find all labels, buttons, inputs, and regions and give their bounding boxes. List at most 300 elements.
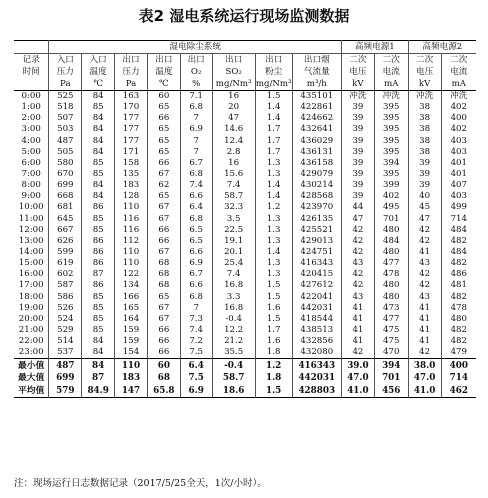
- row-time: 10:00: [18, 202, 44, 213]
- table-cell: 402: [374, 191, 408, 202]
- column-header: 出口: [212, 54, 255, 67]
- table-cell: 44: [341, 202, 374, 213]
- table-cell: 6.6: [180, 191, 212, 202]
- table-cell: 7.4: [212, 180, 255, 191]
- table-cell: 418544: [292, 314, 341, 325]
- summary-cell: 701: [374, 372, 408, 385]
- table-cell: 116: [115, 225, 148, 236]
- table-cell: 525: [49, 91, 82, 103]
- table-cell: 1.7: [255, 325, 292, 336]
- row-time: 14:00: [18, 247, 44, 258]
- table-cell: 85: [82, 325, 115, 336]
- table-cell: 39: [341, 113, 374, 124]
- table-cell: 395: [374, 147, 408, 158]
- table-cell: 470: [374, 347, 408, 359]
- table-cell: 12.2: [212, 325, 255, 336]
- row-time: 23:00: [18, 347, 44, 358]
- summary-cell: 41.0: [341, 385, 374, 398]
- column-header: 温度: [82, 66, 115, 78]
- table-cell: 39: [341, 147, 374, 158]
- table-cell: 626: [49, 236, 82, 247]
- table-cell: 43: [408, 258, 441, 269]
- table-row: [14, 325, 476, 336]
- table-cell: 66: [147, 236, 180, 247]
- row-time: 8:00: [21, 180, 41, 191]
- table-cell: 6.7: [180, 158, 212, 169]
- table-cell: 1.3: [255, 214, 292, 225]
- column-unit: kV: [341, 78, 374, 91]
- table-cell: 3.3: [212, 292, 255, 303]
- table-cell: 518: [49, 102, 82, 113]
- table-cell: 1.4: [255, 113, 292, 124]
- table-cell: 85: [82, 314, 115, 325]
- table-cell: 430214: [292, 180, 341, 191]
- table-cell: 436131: [292, 147, 341, 158]
- table-cell: 85: [82, 225, 115, 236]
- table-cell: 1.3: [255, 158, 292, 169]
- table-cell: 38: [408, 113, 441, 124]
- table-cell: 84: [82, 191, 115, 202]
- table-cell: 25.4: [212, 258, 255, 269]
- table-cell: 110: [115, 258, 148, 269]
- row-time: 11:00: [18, 213, 44, 224]
- table-cell: 84: [82, 91, 115, 103]
- table-cell: 475: [374, 325, 408, 336]
- table-cell: 670: [49, 169, 82, 180]
- table-cell: 84: [82, 136, 115, 147]
- table-cell: 7.3: [180, 314, 212, 325]
- table-cell: 39: [341, 158, 374, 169]
- table-cell: 6.9: [180, 258, 212, 269]
- column-unit: kV: [408, 78, 441, 91]
- table-cell: 85: [82, 102, 115, 113]
- table-cell: 495: [374, 202, 408, 213]
- table-cell: 67: [147, 314, 180, 325]
- summary-row: [14, 372, 476, 385]
- table-cell: 503: [49, 124, 82, 135]
- summary-cell: 442031: [292, 372, 341, 385]
- table-cell: 22.5: [212, 225, 255, 236]
- table-cell: 85: [82, 292, 115, 303]
- table-cell: 84: [82, 124, 115, 135]
- table-cell: 424751: [292, 247, 341, 258]
- table-cell: 526: [49, 303, 82, 314]
- table-cell: 39: [408, 169, 441, 180]
- column-header: 温度: [147, 66, 180, 78]
- table-cell: 39: [408, 158, 441, 169]
- table-cell: 422861: [292, 102, 341, 113]
- table-cell: 84: [82, 147, 115, 158]
- column-unit: mg/Nm³: [255, 79, 292, 89]
- table-cell: 35.5: [212, 347, 255, 359]
- table-row: [14, 102, 476, 113]
- table-cell: 482: [441, 336, 476, 347]
- summary-cell: 60: [147, 359, 180, 372]
- table-cell: 42: [408, 280, 441, 291]
- table-cell: 427612: [292, 280, 341, 291]
- summary-cell: 1.5: [255, 385, 292, 398]
- summary-cell: 110: [115, 359, 148, 372]
- table-cell: 482: [441, 325, 476, 336]
- table-cell: 128: [115, 191, 148, 202]
- table-cell: 401: [441, 169, 476, 180]
- table-cell: 87: [82, 269, 115, 280]
- table-cell: 154: [115, 347, 148, 359]
- table-cell: 16: [212, 91, 255, 103]
- table-cell: 529: [49, 325, 82, 336]
- table-cell: 42: [341, 225, 374, 236]
- table-cell: 473: [374, 303, 408, 314]
- column-header: 时间: [22, 67, 40, 77]
- column-unit: Pa: [115, 78, 148, 91]
- table-cell: 480: [374, 280, 408, 291]
- table-cell: 183: [115, 180, 148, 191]
- table-cell: 39: [341, 136, 374, 147]
- table-cell: 401: [441, 158, 476, 169]
- table-cell: 482: [441, 258, 476, 269]
- table-cell: 84: [82, 336, 115, 347]
- table-cell: 7: [180, 147, 212, 158]
- table-cell: 395: [374, 136, 408, 147]
- table-cell: 6.8: [180, 102, 212, 113]
- table-cell: 1.4: [255, 247, 292, 258]
- table-cell: 47: [212, 113, 255, 124]
- row-time: 4:00: [21, 135, 41, 146]
- table-cell: 714: [441, 214, 476, 225]
- table-row: [14, 336, 476, 347]
- table-cell: 116: [115, 214, 148, 225]
- table-cell: 432856: [292, 336, 341, 347]
- table-cell: 1.4: [255, 191, 292, 202]
- table-row: [14, 147, 476, 158]
- table-cell: 481: [441, 280, 476, 291]
- table-cell: 135: [115, 169, 148, 180]
- summary-cell: 1.8: [255, 372, 292, 385]
- column-header: 电压: [408, 66, 441, 78]
- summary-label: 最大值: [17, 373, 45, 384]
- table-cell: 478: [374, 269, 408, 280]
- table-row: [14, 280, 476, 291]
- column-header: 二次: [374, 54, 408, 67]
- table-cell: 68: [147, 280, 180, 291]
- table-cell: 19.1: [212, 236, 255, 247]
- table-cell: 86: [82, 236, 115, 247]
- row-time: 15:00: [18, 258, 44, 269]
- table-cell: 68: [147, 258, 180, 269]
- table-cell: 42: [408, 269, 441, 280]
- table-cell: 436029: [292, 136, 341, 147]
- summary-cell: 58.7: [212, 372, 255, 385]
- table-cell: 667: [49, 225, 82, 236]
- summary-label: 平均值: [17, 385, 45, 396]
- summary-row: [14, 385, 476, 398]
- table-cell: 38: [408, 124, 441, 135]
- table-row: [14, 292, 476, 303]
- table-cell: 38: [408, 136, 441, 147]
- table-cell: 1.8: [255, 347, 292, 359]
- table-row: [14, 225, 476, 236]
- table-cell: 480: [441, 314, 476, 325]
- table-row: [14, 314, 476, 325]
- table-cell: 484: [441, 225, 476, 236]
- table-cell: 7.1: [180, 91, 212, 103]
- summary-cell: 38.0: [408, 359, 441, 372]
- table-cell: 1.6: [255, 336, 292, 347]
- table-row: [14, 247, 476, 258]
- table-cell: 403: [441, 147, 476, 158]
- table-cell: 20.1: [212, 247, 255, 258]
- row-time: 21:00: [18, 325, 44, 336]
- table-cell: 432641: [292, 124, 341, 135]
- summary-cell: 183: [115, 372, 148, 385]
- table-cell: 394: [374, 158, 408, 169]
- table-cell: 484: [441, 247, 476, 258]
- table-cell: 7: [180, 303, 212, 314]
- table-cell: 159: [115, 336, 148, 347]
- table-cell: 177: [115, 124, 148, 135]
- table-cell: 524: [49, 314, 82, 325]
- column-header: 二次: [441, 54, 476, 67]
- column-header: 二次: [341, 54, 374, 67]
- table-cell: 424662: [292, 113, 341, 124]
- table-cell: 20: [212, 102, 255, 113]
- column-header: 出口: [255, 54, 292, 67]
- group-header-hv2: 高频电源2: [408, 41, 476, 54]
- table-cell: 1.5: [255, 292, 292, 303]
- table-cell: 586: [49, 292, 82, 303]
- table-cell: 42: [408, 225, 441, 236]
- table-cell: 16.8: [212, 280, 255, 291]
- table-cell: 43: [341, 258, 374, 269]
- table-row: [14, 202, 476, 213]
- table-cell: 166: [115, 292, 148, 303]
- table-cell: 400: [441, 113, 476, 124]
- table-cell: 602: [49, 269, 82, 280]
- table-cell: 68: [147, 269, 180, 280]
- table-cell: 7.4: [180, 180, 212, 191]
- column-header: 气流量: [292, 66, 341, 78]
- row-time: 9:00: [21, 191, 41, 202]
- table-cell: 420415: [292, 269, 341, 280]
- table-cell: 2.8: [212, 147, 255, 158]
- table-cell: 41: [408, 325, 441, 336]
- summary-cell: 18.6: [212, 385, 255, 398]
- table-cell: 475: [374, 336, 408, 347]
- table-cell: 67: [147, 247, 180, 258]
- table-cell: 1.3: [255, 236, 292, 247]
- table-cell: 477: [374, 258, 408, 269]
- summary-cell: 6.4: [180, 359, 212, 372]
- row-time: 17:00: [18, 280, 44, 291]
- column-header: 出口烟: [292, 54, 341, 67]
- table-cell: 47: [341, 214, 374, 225]
- table-cell: 65: [147, 136, 180, 147]
- table-cell: 冲洗: [374, 91, 408, 103]
- table-cell: 6.6: [180, 280, 212, 291]
- table-row: [14, 136, 476, 147]
- column-header: 压力: [115, 66, 148, 78]
- column-header: O₂: [180, 66, 212, 78]
- table-cell: 42: [408, 347, 441, 359]
- table-cell: 6.5: [180, 236, 212, 247]
- table-cell: 435101: [292, 91, 341, 103]
- column-unit: mA: [374, 78, 408, 91]
- table-cell: 403: [441, 136, 476, 147]
- table-cell: 6.8: [180, 292, 212, 303]
- column-header: 出口: [147, 54, 180, 67]
- table-cell: 12.4: [212, 136, 255, 147]
- table-cell: 1.7: [255, 124, 292, 135]
- table-cell: 480: [374, 225, 408, 236]
- table-cell: 42: [341, 347, 374, 359]
- table-cell: 65: [147, 292, 180, 303]
- group-header-dust: 湿电除尘系统: [49, 41, 342, 54]
- summary-cell: 394: [374, 359, 408, 372]
- summary-label: 最小值: [14, 359, 49, 372]
- table-cell: 1.4: [255, 180, 292, 191]
- column-header: 电压: [341, 66, 374, 78]
- table-cell: 42: [341, 236, 374, 247]
- table-cell: 7.4: [212, 269, 255, 280]
- table-cell: 507: [49, 113, 82, 124]
- table-cell: 407: [441, 180, 476, 191]
- table-cell: 159: [115, 325, 148, 336]
- table-cell: 171: [115, 147, 148, 158]
- summary-cell: 39.0: [341, 359, 374, 372]
- table-cell: 7: [180, 136, 212, 147]
- table-cell: 423970: [292, 202, 341, 213]
- table-cell: 86: [82, 247, 115, 258]
- table-cell: 40: [408, 191, 441, 202]
- column-header: SO₂: [212, 66, 255, 78]
- table-cell: 432080: [292, 347, 341, 359]
- table-cell: 1.7: [255, 147, 292, 158]
- column-header: 粉尘: [255, 66, 292, 78]
- table-cell: 1.3: [255, 258, 292, 269]
- table-cell: 86: [82, 202, 115, 213]
- column-header: 记录: [22, 55, 40, 65]
- table-row: [14, 180, 476, 191]
- table-cell: 395: [374, 124, 408, 135]
- table-row: [14, 236, 476, 247]
- table-cell: 7: [180, 113, 212, 124]
- table-cell: 84: [82, 180, 115, 191]
- summary-cell: 1.2: [255, 359, 292, 372]
- row-time: 12:00: [18, 224, 44, 235]
- table-cell: 1.3: [255, 225, 292, 236]
- row-time: 22:00: [18, 336, 44, 347]
- summary-cell: 400: [441, 359, 476, 372]
- column-unit: ℃: [82, 78, 115, 91]
- table-cell: 16.8: [212, 303, 255, 314]
- column-header: 电流: [374, 66, 408, 78]
- table-cell: 110: [115, 247, 148, 258]
- table-cell: 402: [441, 124, 476, 135]
- summary-cell: 68: [147, 372, 180, 385]
- header-row-line2: [14, 66, 476, 78]
- summary-cell: 65.8: [147, 385, 180, 398]
- table-cell: 442031: [292, 303, 341, 314]
- table-row: [14, 191, 476, 202]
- table-cell: 16: [212, 158, 255, 169]
- summary-cell: 462: [441, 385, 476, 398]
- summary-cell: 41.0: [408, 385, 441, 398]
- table-cell: 6.8: [180, 169, 212, 180]
- table-cell: 60: [147, 91, 180, 103]
- table-cell: 42: [341, 269, 374, 280]
- table-cell: 42: [341, 280, 374, 291]
- table-cell: 1.6: [255, 303, 292, 314]
- table-cell: 395: [374, 113, 408, 124]
- table-cell: 482: [441, 236, 476, 247]
- table-cell: 67: [147, 202, 180, 213]
- column-header: 出口: [115, 54, 148, 67]
- table-cell: 38: [408, 102, 441, 113]
- table-cell: 3.5: [212, 214, 255, 225]
- group-header-hv1: 高频电源1: [341, 41, 408, 54]
- table-cell: 6.6: [180, 247, 212, 258]
- table-cell: 699: [49, 180, 82, 191]
- table-row: [14, 113, 476, 124]
- column-header: 入口: [49, 54, 82, 67]
- table-cell: 499: [441, 202, 476, 213]
- row-time: 13:00: [18, 235, 44, 246]
- summary-cell: 416343: [292, 359, 341, 372]
- table-cell: 41: [341, 325, 374, 336]
- table-cell: 1.3: [255, 269, 292, 280]
- table-cell: 422041: [292, 292, 341, 303]
- monitoring-data-table: [14, 40, 476, 398]
- table-cell: 163: [115, 91, 148, 103]
- table-cell: 32.3: [212, 202, 255, 213]
- summary-rows: [14, 359, 476, 398]
- summary-cell: 699: [49, 372, 82, 385]
- summary-cell: -0.4: [212, 359, 255, 372]
- row-time: 1:00: [21, 102, 41, 113]
- table-cell: 41: [408, 314, 441, 325]
- table-cell: 480: [374, 292, 408, 303]
- table-cell: 1.7: [255, 136, 292, 147]
- table-cell: 65: [147, 102, 180, 113]
- table-cell: 41: [341, 303, 374, 314]
- table-cell: 164: [115, 314, 148, 325]
- table-cell: 477: [374, 314, 408, 325]
- column-unit: %: [180, 78, 212, 91]
- table-row: [14, 169, 476, 180]
- table-cell: 86: [82, 258, 115, 269]
- summary-cell: 84.9: [82, 385, 115, 398]
- table-cell: 425521: [292, 225, 341, 236]
- column-header: 压力: [49, 66, 82, 78]
- table-cell: 1.5: [255, 314, 292, 325]
- summary-cell: 579: [49, 385, 82, 398]
- column-unit: ℃: [147, 78, 180, 91]
- table-cell: 165: [115, 303, 148, 314]
- table-cell: 487: [49, 136, 82, 147]
- footnote: 注：现场运行日志数据记录（2017/5/25全天，1次/小时）。: [14, 478, 267, 489]
- row-time: 0:00: [21, 91, 41, 102]
- table-cell: 冲洗: [408, 91, 441, 103]
- row-time: 7:00: [21, 169, 41, 180]
- row-time: 20:00: [18, 313, 44, 324]
- table-cell: 65: [147, 191, 180, 202]
- table-cell: 6.7: [180, 269, 212, 280]
- table-row: [14, 91, 476, 103]
- table-cell: 701: [374, 214, 408, 225]
- table-cell: 1.4: [255, 102, 292, 113]
- summary-cell: 6.9: [180, 385, 212, 398]
- table-cell: 587: [49, 280, 82, 291]
